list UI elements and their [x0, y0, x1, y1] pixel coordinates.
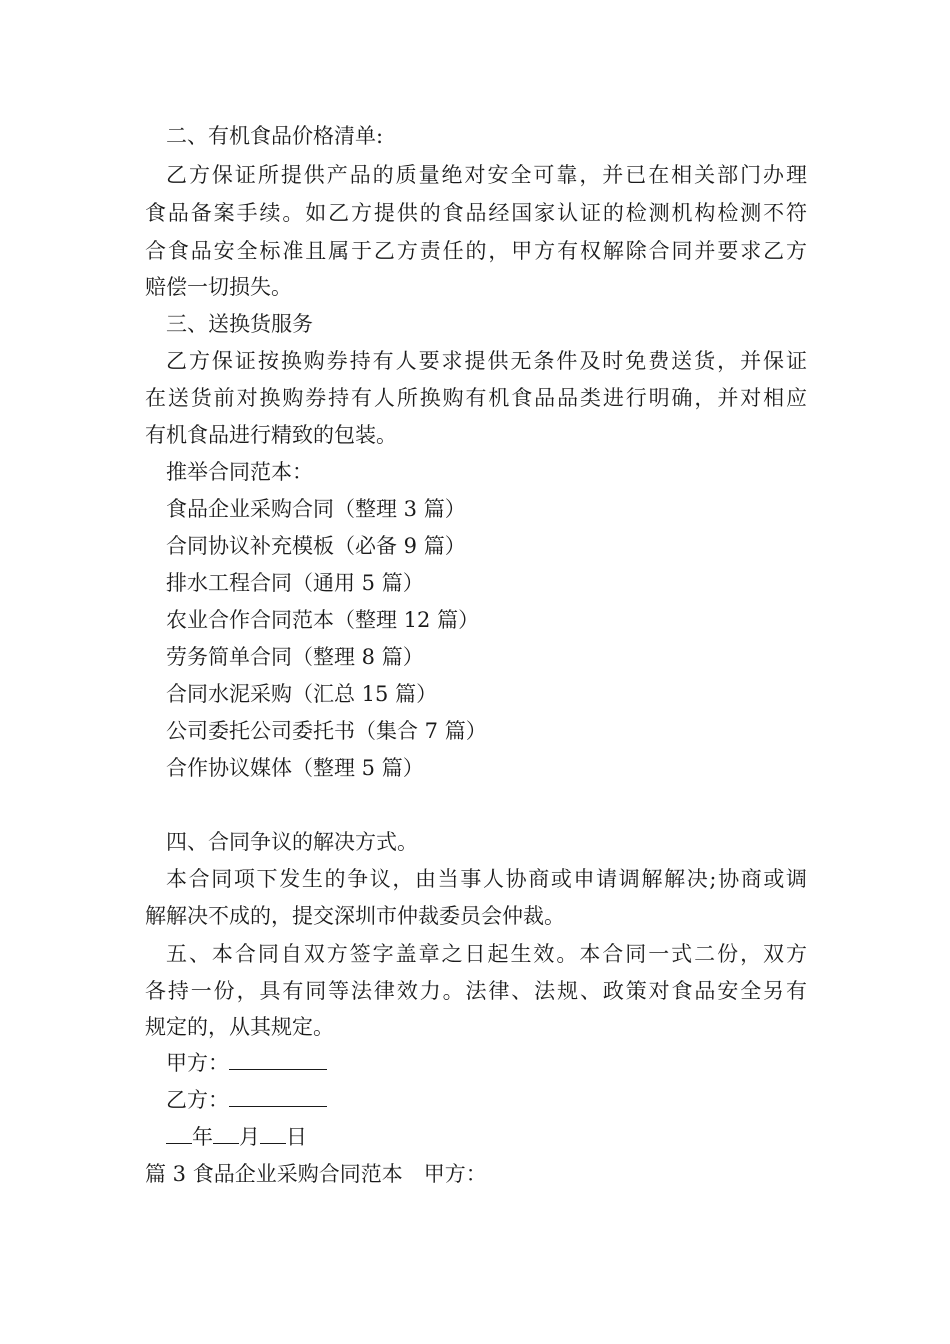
recommend-item: 食品企业采购合同（整理 3 篇） — [166, 497, 466, 521]
party-b-line — [166, 1085, 327, 1115]
section-2-line-1: 乙方保证所提供产品的质量绝对安全可靠，并已在相关部门办理 — [166, 163, 807, 187]
section-4-line-1: 本合同项下发生的争议，由当事人协商或申请调解解决;协商或调 — [166, 867, 807, 891]
party-b-blank — [229, 1086, 327, 1107]
section-3-line-2: 在送货前对换购券持有人所换购有机食品品类进行明确，并对相应 — [145, 386, 807, 410]
section-5-line-3: 规定的，从其规定。 — [145, 1015, 334, 1039]
section-5-line-2: 各持一份，具有同等法律效力。法律、法规、政策对食品安全另有 — [145, 979, 807, 1003]
section-3-line-1: 乙方保证按换购券持有人要求提供无条件及时免费送货，并保证 — [166, 349, 807, 373]
next-contract-title: 篇 3 食品企业采购合同范本 甲方： — [145, 1162, 487, 1186]
section-2-line-2: 食品备案手续。如乙方提供的食品经国家认证的检测机构检测不符 — [145, 201, 807, 225]
recommend-item: 合同协议补充模板（必备 9 篇） — [166, 534, 466, 558]
year-label: 年 — [192, 1125, 213, 1149]
section-2-heading: 二、有机食品价格清单: — [166, 124, 384, 148]
section-4-line-2: 解解决不成的，提交深圳市仲裁委员会仲裁。 — [145, 904, 565, 928]
date-line — [166, 1122, 307, 1152]
section-4-heading: 四、合同争议的解决方式。 — [166, 830, 418, 854]
day-blank — [260, 1123, 286, 1144]
party-b-label: 乙方： — [166, 1088, 229, 1112]
recommend-item: 排水工程合同（通用 5 篇） — [166, 571, 424, 595]
recommend-item: 农业合作合同范本（整理 12 篇） — [166, 608, 480, 632]
section-2-line-3: 合食品安全标准且属于乙方责任的，甲方有权解除合同并要求乙方 — [145, 239, 807, 263]
recommend-item: 合作协议媒体（整理 5 篇） — [166, 756, 424, 780]
month-blank — [213, 1123, 239, 1144]
day-label: 日 — [286, 1125, 307, 1149]
recommend-item: 公司委托公司委托书（集合 7 篇） — [166, 719, 487, 743]
recommend-heading: 推举合同范本： — [166, 460, 313, 484]
section-3-line-3: 有机食品进行精致的包装。 — [145, 423, 397, 447]
section-5-line-1: 五、本合同自双方签字盖章之日起生效。本合同一式二份，双方 — [166, 942, 807, 966]
section-2-line-4: 赔偿一切损失。 — [145, 275, 292, 299]
section-3-heading: 三、送换货服务 — [166, 312, 313, 336]
year-blank — [166, 1123, 192, 1144]
recommend-item: 合同水泥采购（汇总 15 篇） — [166, 682, 438, 706]
month-label: 月 — [239, 1125, 260, 1149]
recommend-item: 劳务简单合同（整理 8 篇） — [166, 645, 424, 669]
party-a-line — [166, 1048, 327, 1078]
party-a-label: 甲方： — [166, 1051, 229, 1075]
party-a-blank — [229, 1049, 327, 1070]
